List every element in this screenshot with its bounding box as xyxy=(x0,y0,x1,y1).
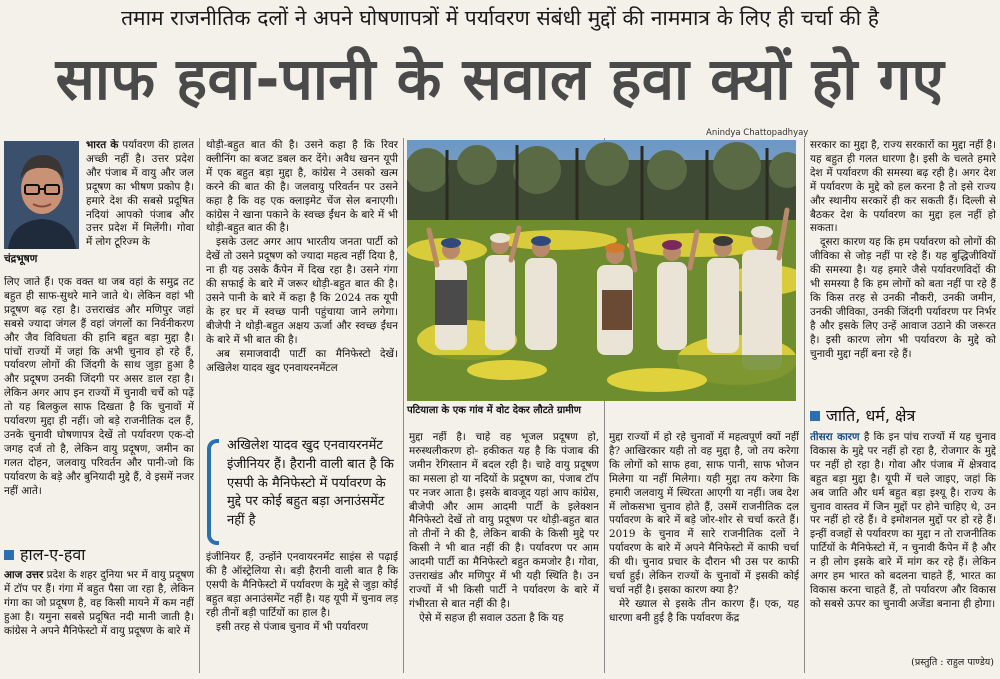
column-rule xyxy=(199,138,200,673)
kicker-line: तमाम राजनीतिक दलों ने अपने घोषणापत्रों में पर्यावरण संबंधी मुद्दों की नाममात्र के लिए ही चर्चा की है xyxy=(121,6,879,30)
column-rule xyxy=(804,138,805,673)
col3-body: मुद्दा नहीं है। चाहे वह भूजल प्रदूषण हो, मरुस्थलीकरण हो- हकीकत यह है कि पंजाब की जमीन रेगिस्तान में बदल रही है। चाहे वायु प्रदूषण का मसला हो या नदियों के प्रदूषण का, पंजाब टॉप पर नजर आता है। इसके बावजूद यहां आप कांग्रेस, बीजेपी और आम आदमी पार्टी के इलेक्शन मैनिफेस्टो देखें तो वायु प्रदूषण पर थोड़ी-बहुत बात तो तीनों ने की है, लेकिन बाकी के किसी मुद्दे पर किसी ने भी बात नहीं की है। पर्यावरण पर आम आदमी पार्टी का मैनिफेस्टो बहुत कमजोर है। गोवा, उत्तराखंड और मणिपुर में भी यही स्थिति है। उन राज्यों में भी किसी पार्टी ने पर्यावरण के बारे में गंभीरता से बात नहीं की है। ऐसे में सहज ही सवाल उठता है कि यह xyxy=(409,431,599,624)
square-bullet-icon xyxy=(810,411,820,421)
col5-body-2: तीसरा कारण है कि इन पांच राज्यों में यह चुनाव विकास के मुद्दे पर नहीं हो रहा है, रोजगार के मुद्दे पर नहीं हो रहा है। गोवा और पंजाब में क्षेत्रवाद बहुत बड़ा मुद्दा है। यूपी में चले जाइए, जहां कि अब जाति और धर्म बहुत बड़ा इश्यू है। राज्य के चुनाव वास्तव में जिन मुद्दों पर होने चाहिए थे, उन पर नहीं हो रहे हैं। वे इमोशनल मुद्दों पर हो रहे हैं। इन्हीं वजहों से पर्यावरण का मुद्दा न तो राजनीतिक पार्टियों के मैनिफेस्टो में, न चुनावी कैंपेन में है और न ही लोग इसके बारे में मांग कर रहे हैं। लेकिन अगर हम भारत को बदलना चाहते हैं, भारत का विकास करना चाहते हैं, तो पर्यावरण और विकास को सबसे ऊपर का चुनावी अजेंडा बनाना ही होगा। xyxy=(810,431,996,610)
col2-body: थोड़ी-बहुत बात की है। उसने कहा है कि रिवर क्लीनिंग का बजट डबल कर देंगे। अवैध खनन यूपी में एक बहुत बड़ा मुद्दा है, कांग्रेस ने उसको खत्म करने की बात की है। जलवायु परिवर्तन पर उसने कहा है कि वह एक क्लाइमेट चेंज सेल बनाएगी। कांग्रेस ने खाना पकाने के स्वच्छ ईंधन के बारे में भी थोड़ी-बहुत बात की है। इसके उलट अगर आप भारतीय जनता पार्टी को देखें तो उसने प्रदूषण को ज्यादा महत्व नहीं दिया है, ना ही यह उसके कैंपेन में दिख रहा है। उसने गंगा की सफाई के बारे में जरूर थोड़ी-बहुत बात की है। उसने पानी के बारे में कहा है कि 2024 तक यूपी के हर घर में स्वच्छ पानी पहुंचाया जाने लगेगा। बीजेपी ने थोड़ी-बहुत अक्षय ऊर्जा और स्वच्छ ईंधन के बारे में भी बात की है। अब समाजवादी पार्टी का मैनिफेस्टो देखें। अखिलेश यादव खुद एनवायरनमेंटल xyxy=(206,139,398,374)
col2-body-2: इंजीनियर हैं, उन्होंने एनवायरनमेंट साइंस से पढ़ाई की है ऑस्ट्रेलिया से। बड़ी हैरानी वाली बात है कि एसपी के मैनिफेस्टो में पर्यावरण के मुद्दे से जुड़ा कोई बहुत बड़ा अनाउंसमेंट नहीं है। यह यूपी में चुनाव लड़ रही तीनों बड़ी पार्टियों का हाल है। इसी तरह से पंजाब चुनाव में भी पर्यावरण xyxy=(206,551,398,633)
photo-credit: Anindya Chattopadhyay xyxy=(706,128,809,138)
col4-body: मुद्दा राज्यों में हो रहे चुनावों में महत्वपूर्ण क्यों नहीं है? आखिरकार यही तो वह मुद्दा है, जो तय करेगा कि लोगों को साफ हवा, साफ पानी, साफ भोजन मिलेगा या नहीं मिलेगा। यही मुद्दा तय करेगा कि हमारी जलवायु में स्थिरता आएगी या नहीं। जब देश में लोकसभा चुनाव होते हैं, उसमें राजनीतिक दल पर्यावरण के बारे में बड़े जोर-शोर से चर्चा करते हैं। 2019 के चुनाव में सारे राजनीतिक दलों ने पर्यावरण के बारे में अपने मैनिफेस्टो में काफी चर्चा की थी। चुनाव प्रचार के दौरान भी उस पर काफी चर्चा हुई। लेकिन राज्यों के चुनावों में इसकी कोई चर्चा नहीं है। इसका कारण क्या है? मेरे ख्याल से इसके तीन कारण हैं। एक, यह धारणा बनी हुई है कि पर्यावरण केंद्र xyxy=(609,431,799,624)
col1-body: लिए जाते हैं। एक वक्त था जब वहां के समुद्र तट बहुत ही साफ-सुथरे माने जाते थे। लेकिन वहां भी प्रदूषण बढ़ रहा है। उत्तराखंड और मणिपुर जहां सबसे ज्यादा जंगल हैं वहां जंगलों का निर्वनीकरण और जैव विविधता की हानि बहुत बड़ा मुद्दा है। पांचों राज्यों में जहां कि अभी चुनाव हो रहे हैं, पर्यावरण लोगों की जिंदगी के साथ जुड़ा हुआ है और प्रदूषण उनकी जिंदगी पर असर डाल रहा है। लेकिन अगर आप इन राज्यों में चुनावी चर्चे को पढ़ें तो यह बिलकुल साफ दिखता है कि चुनावों में पर्यावरण मुद्दा ही नहीं। जो बड़े राजनीतिक दल हैं, उनके चुनावी घोषणापत्र देखें तो पर्यावरण एक-दो जगह दर्ज तो है, लेकिन वायु प्रदूषण, जमीन का गलत दोहन, जलवायु परिवर्तन और पानी-जो कि पर्यावरण के बड़े और बुनियादी मुद्दे हैं, वे इसमें नजर नहीं आते। xyxy=(4,276,194,497)
pull-quote-text: अखिलेश यादव खुद एनवायरनमेंट इंजीनियर हैं। हैरानी वाली बात है कि एसपी के मैनिफेस्टो में पर्यावरण के मुद्दे पर कोई बहुत बड़ा अनाउंसमेंट नहीं है xyxy=(227,438,394,529)
col1-body-2: आज उत्तर प्रदेश के शहर दुनिया भर में वायु प्रदूषण में टॉप पर हैं। गंगा में बहुत पैसा जा रहा है, लेकिन गंगा का जो प्रदूषण है, वह किसी मायने में कम नहीं हुआ है। यमुना सबसे प्रदूषित नदी मानी जाती है। कांग्रेस ने अपने मैनिफेस्टो में वायु प्रदूषण के बारे में xyxy=(4,569,194,637)
quote-bracket xyxy=(207,439,219,545)
square-bullet-icon xyxy=(4,550,14,560)
col1-intro: भारत के पर्यावरण की हालत अच्छी नहीं है। उत्तर प्रदेश और पंजाब में वायु और जल प्रदूषण का भीषण प्रकोप है। हमारे देश की सबसे प्रदूषित नदियां आपको पंजाब और उत्तर प्रदेश में मिलेंगी। गोवा में लोग टूरिज्म के xyxy=(86,139,194,249)
author-photo xyxy=(4,141,79,249)
subhead-haal-e-hawa: हाल-ए-हवा xyxy=(4,545,85,565)
column-rule xyxy=(403,138,404,673)
col5-body: सरकार का मुद्दा है, राज्य सरकारों का मुद्दा नहीं है। यह बहुत ही गलत धारणा है। इसी के चलते हमारे देश में पर्यावरण की समस्या बढ़ रही है। अगर देश में पर्यावरण के मुद्दे को हल करना है तो इसे राज्य और स्थानीय सरकारें ही कर सकती हैं। दिल्ली से बैठकर देश के पर्यावरण का मुद्दा हल नहीं हो सकता। दूसरा कारण यह कि हम पर्यावरण को लोगों की जीविका से जोड़ नहीं पा रहे हैं। यह बुद्धिजीवियों की समस्या है। यह हमारे जैसे पर्यावरणविदों की भी समस्या है कि हम लोगों को बता नहीं पा रहे हैं कि किस तरह से उनकी नौकरी, उनकी जमीन, उनकी जीविका, उनकी जिंदगी पर्यावरण पर निर्भर है और इसके लिए उन्हें आवाज उठाने की जरूरत है। इसी कारण लोग भी पर्यावरण के मुद्दे को चुनावी मुद्दा नहीं बना रहे हैं। xyxy=(810,139,996,360)
subhead-jati-dharm-kshetra: जाति, धर्म, क्षेत्र xyxy=(810,406,915,426)
pull-quote xyxy=(205,433,401,546)
author-name: चंद्रभूषण xyxy=(4,253,38,265)
photo-caption: पटियाला के एक गांव में वोट देकर लौटते ग्रामीण xyxy=(407,405,581,416)
presenter-credit: (प्रस्तुति : राहुल पाण्डेय) xyxy=(911,657,994,668)
headline: साफ हवा-पानी के सवाल हवा क्यों हो गए xyxy=(55,45,945,113)
news-photo xyxy=(407,140,796,401)
